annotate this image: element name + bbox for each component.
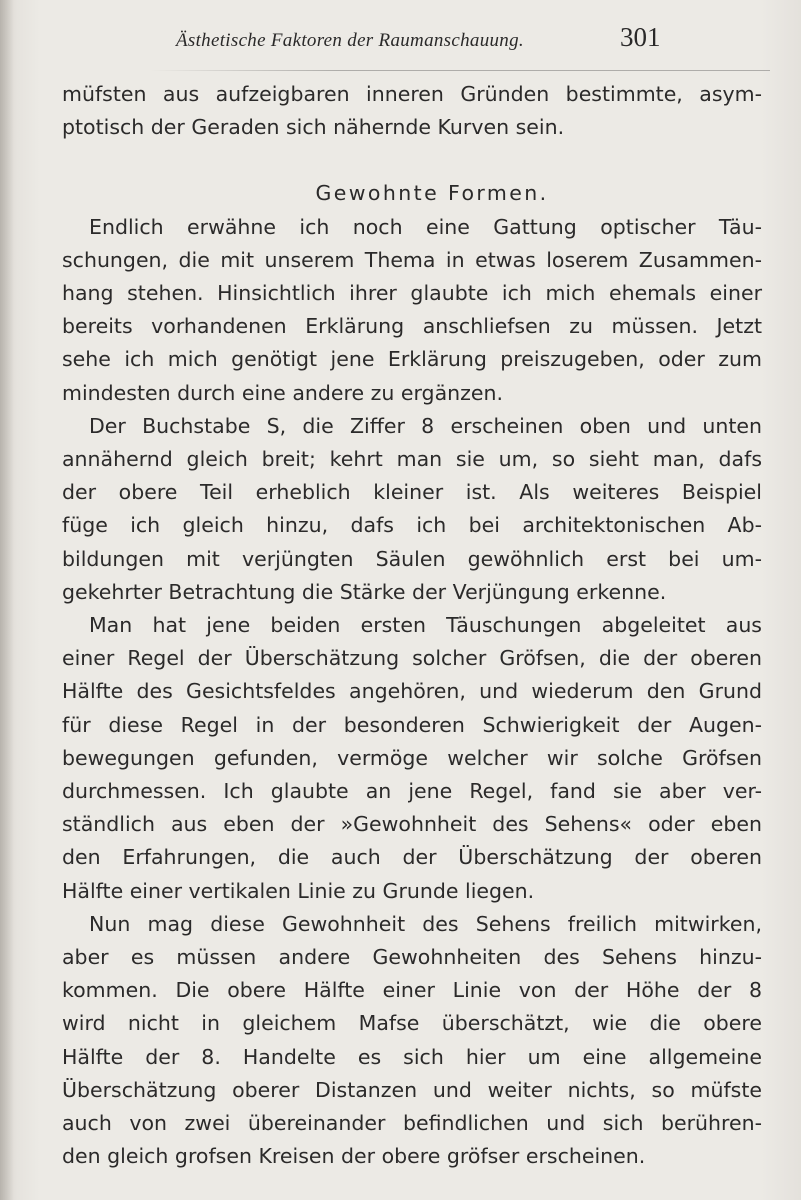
text-line: aber es müssen andere Gewohnheiten des Sehens hinzu- <box>62 945 762 970</box>
text-line: ptotisch der Geraden sich nähernde Kurven sein. <box>62 115 565 140</box>
header-rule <box>150 70 770 71</box>
text-line: kommen. Die obere Hälfte einer Linie von der Höhe der 8 <box>62 978 762 1003</box>
text-line: Der Buchstabe S, die Ziffer 8 erscheinen oben und unten <box>89 413 762 438</box>
text-line: hang stehen. Hinsichtlich ihrer glaubte ich mich ehemals einer <box>62 281 762 306</box>
text-line: Überschätzung oberer Distanzen und weiter nichts, so müfste <box>62 1077 762 1102</box>
text-line: einer Regel der Überschätzung solcher Gröfsen, die der oberen <box>62 646 762 671</box>
paragraph-1 <box>62 211 762 410</box>
page-header <box>0 22 801 62</box>
spine-shadow <box>0 0 14 1200</box>
paragraph-2 <box>62 410 762 609</box>
text-line: den gleich grofsen Kreisen der obere gröfser erscheinen. <box>62 1144 646 1169</box>
text-line: mindesten durch eine andere zu ergänzen. <box>62 380 504 405</box>
text-line: ständlich aus eben der »Gewohnheit des Sehens« oder eben <box>62 812 762 837</box>
text-line: Endlich erwähne ich noch eine Gattung optischer Täu- <box>89 214 762 239</box>
text-line: Man hat jene beiden ersten Täuschungen abgeleitet aus <box>89 613 762 638</box>
text-line: durchmessen. Ich glaubte an jene Regel, fand sie aber ver- <box>62 779 762 804</box>
body-text <box>62 78 762 1174</box>
text-line: der obere Teil erheblich kleiner ist. Als weiteres Beispiel <box>62 480 762 505</box>
text-line: annähernd gleich breit; kehrt man sie um, so sieht man, dafs <box>62 447 762 472</box>
text-line: bereits vorhandenen Erklärung anschliefsen zu müssen. Jetzt <box>62 314 762 339</box>
text-line: Nun mag diese Gewohnheit des Sehens freilich mitwirken, <box>89 911 762 936</box>
text-line: für diese Regel in der besonderen Schwierigkeit der Augen- <box>62 712 762 737</box>
text-line: Hälfte der 8. Handelte es sich hier um eine allgemeine <box>62 1044 762 1069</box>
text-line: bewegungen gefunden, vermöge welcher wir solche Gröfsen <box>62 745 762 770</box>
text-line: bildungen mit verjüngten Säulen gewöhnlich erst bei um- <box>62 546 762 571</box>
running-title: Ästhetische Faktoren der Raumanschauung. <box>176 30 524 51</box>
paragraph-4 <box>62 908 762 1174</box>
text-line: gekehrter Betrachtung die Stärke der Verjüngung erkenne. <box>62 579 667 604</box>
text-line: auch von zwei übereinander befindlichen und sich berühren- <box>62 1111 762 1136</box>
text-line: schungen, die mit unserem Thema in etwas loserem Zusammen- <box>62 247 762 272</box>
text-line: füge ich gleich hinzu, dafs ich bei architektonischen Ab- <box>62 513 762 538</box>
text-line: Hälfte einer vertikalen Linie zu Grunde liegen. <box>62 878 535 903</box>
section-heading: Gewohnte Formen. <box>315 181 549 206</box>
text-line: den Erfahrungen, die auch der Überschätzung der oberen <box>62 845 762 870</box>
text-line: müfsten aus aufzeigbaren inneren Gründen bestimmte, asym- <box>62 82 762 106</box>
text-line: wird nicht in gleichem Mafse überschätzt, wie die obere <box>62 1011 762 1036</box>
paragraph-3 <box>62 609 762 908</box>
text-line: Hälfte des Gesichtsfeldes angehören, und wiederum den Grund <box>62 679 762 704</box>
text-line: sehe ich mich genötigt jene Erklärung preiszugeben, oder zum <box>62 347 762 372</box>
page-number: 301 <box>620 22 661 52</box>
